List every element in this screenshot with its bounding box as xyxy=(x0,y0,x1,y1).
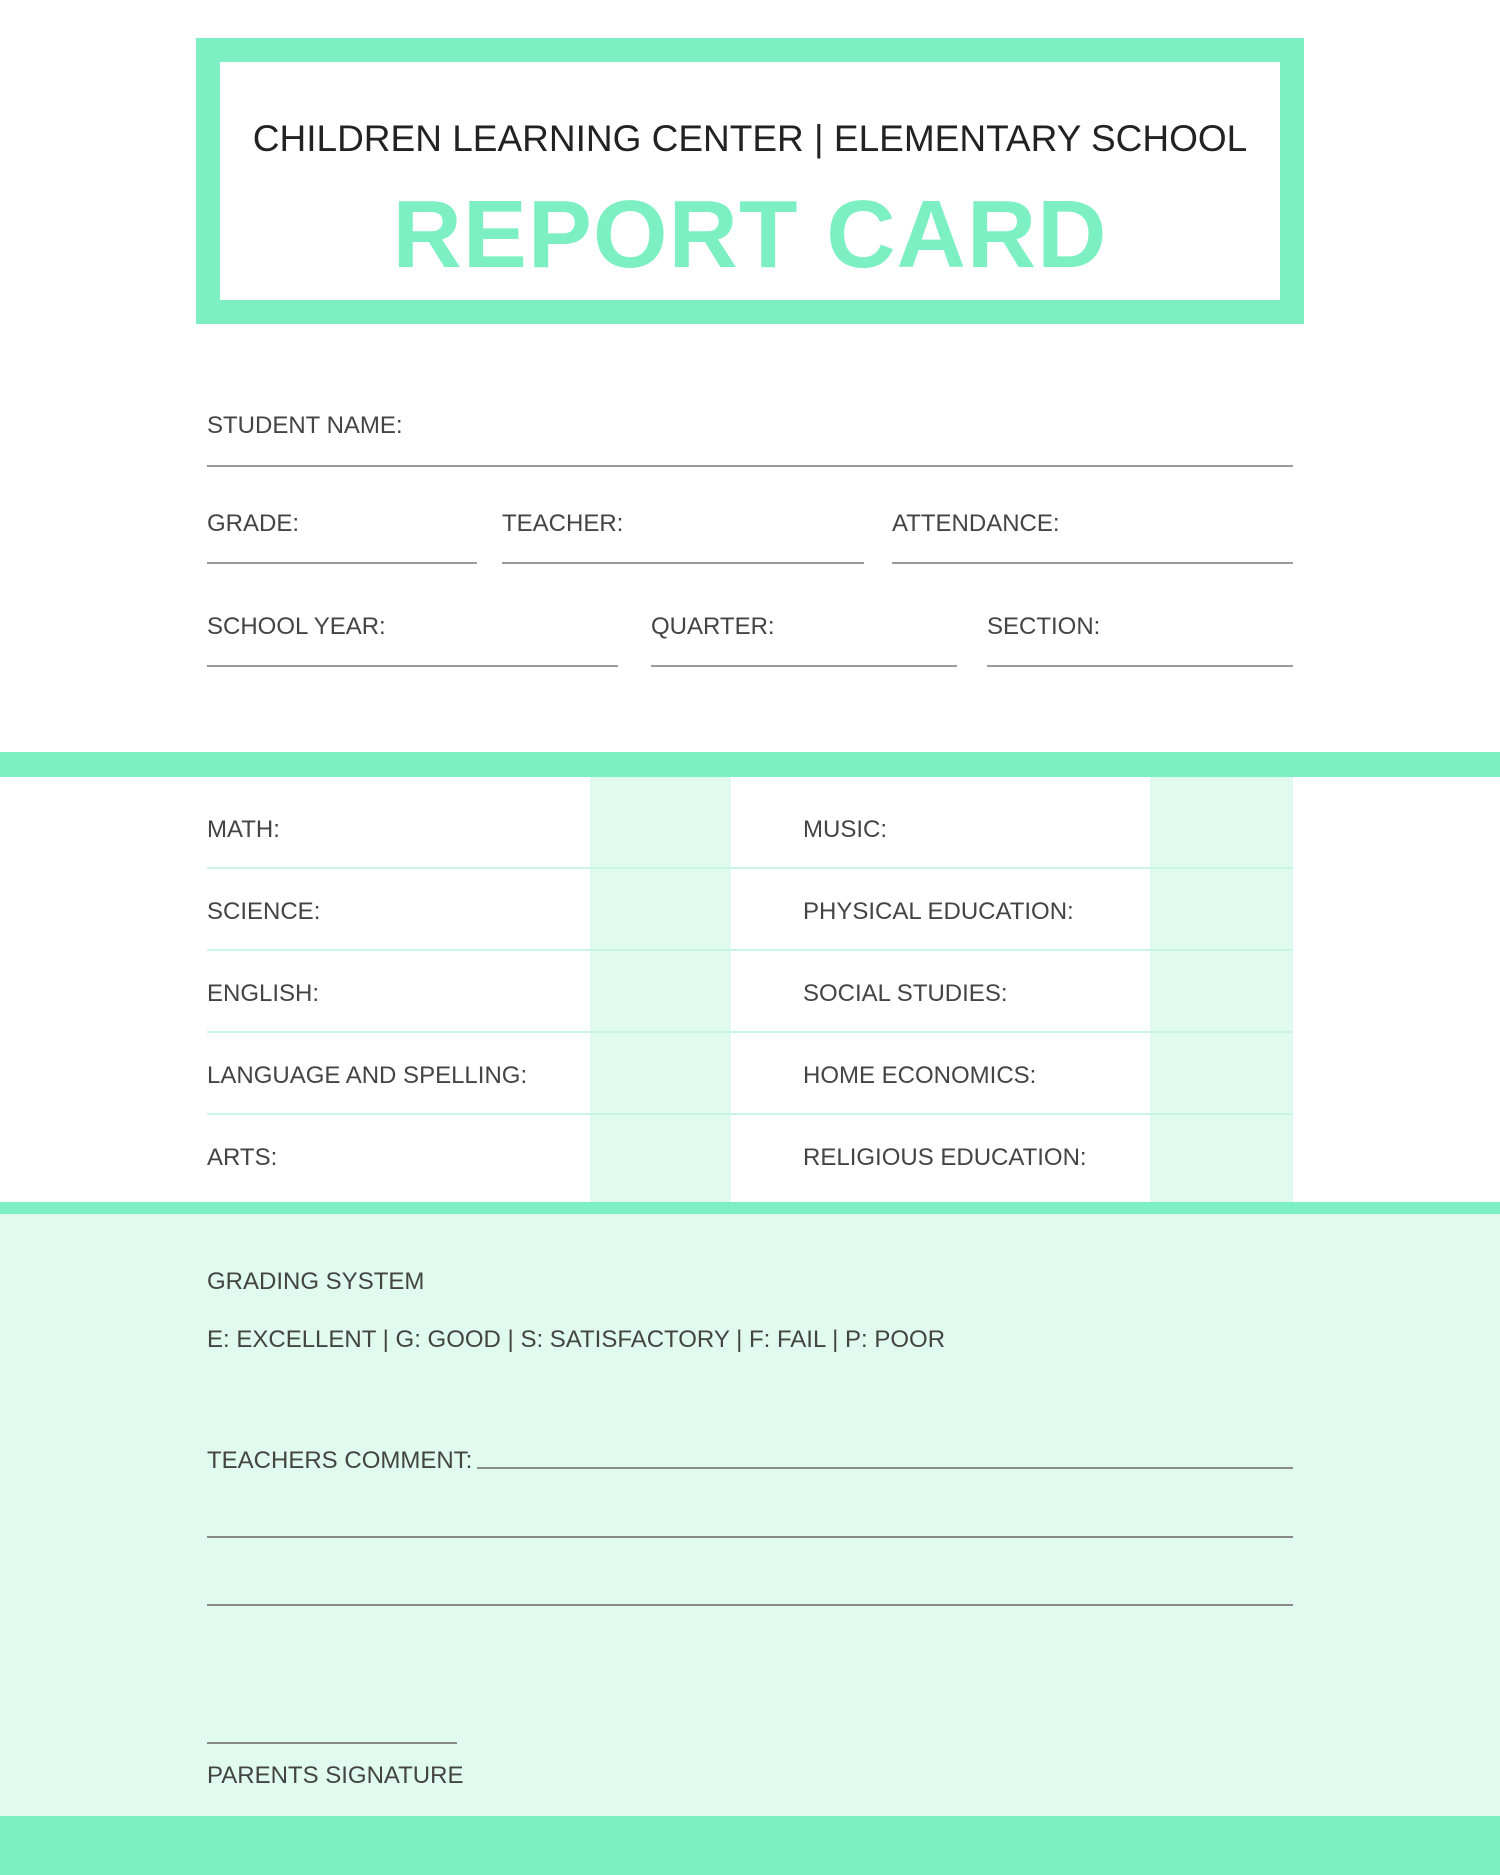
section-field[interactable] xyxy=(987,665,1293,667)
teachers-comment-line-3[interactable] xyxy=(207,1604,1293,1606)
teachers-comment-line-2[interactable] xyxy=(207,1536,1293,1538)
parents-signature-label: PARENTS SIGNATURE xyxy=(207,1762,464,1789)
grade-column-left xyxy=(590,777,731,1202)
header-frame xyxy=(196,38,1304,324)
top-accent-band xyxy=(0,752,1500,777)
subject-language-spelling-label: LANGUAGE AND SPELLING: xyxy=(207,1062,528,1089)
subject-english-label: ENGLISH: xyxy=(207,980,320,1007)
grade-label: GRADE: xyxy=(207,510,300,537)
row-divider xyxy=(207,949,1293,951)
parents-signature-line[interactable] xyxy=(207,1742,457,1744)
attendance-field[interactable] xyxy=(892,562,1293,564)
comments-section xyxy=(0,1214,1500,1816)
student-name-label: STUDENT NAME: xyxy=(207,412,403,439)
teacher-label: TEACHER: xyxy=(502,510,624,537)
subject-science-label: SCIENCE: xyxy=(207,898,321,925)
grading-system-heading: GRADING SYSTEM xyxy=(207,1268,425,1295)
subject-religious-education-label: RELIGIOUS EDUCATION: xyxy=(803,1144,1087,1171)
school-year-field[interactable] xyxy=(207,665,618,667)
subject-math-label: MATH: xyxy=(207,816,280,843)
grading-system-legend: E: EXCELLENT | G: GOOD | S: SATISFACTORY | F: FAIL | P: POOR xyxy=(207,1326,946,1353)
report-title: REPORT CARD xyxy=(392,181,1108,288)
row-divider xyxy=(207,1031,1293,1033)
grade-column-right xyxy=(1150,777,1293,1202)
middle-accent-band xyxy=(0,1202,1500,1214)
subject-music-label: MUSIC: xyxy=(803,816,887,843)
subject-arts-label: ARTS: xyxy=(207,1144,278,1171)
section-label: SECTION: xyxy=(987,613,1101,640)
attendance-label: ATTENDANCE: xyxy=(892,510,1060,537)
teacher-field[interactable] xyxy=(502,562,864,564)
grade-field[interactable] xyxy=(207,562,477,564)
school-year-label: SCHOOL YEAR: xyxy=(207,613,386,640)
row-divider xyxy=(207,867,1293,869)
teachers-comment-line-1[interactable] xyxy=(477,1467,1293,1469)
subject-physical-education-label: PHYSICAL EDUCATION: xyxy=(803,898,1074,925)
subject-home-economics-label: HOME ECONOMICS: xyxy=(803,1062,1037,1089)
quarter-label: QUARTER: xyxy=(651,613,775,640)
teachers-comment-label: TEACHERS COMMENT: xyxy=(207,1447,473,1474)
quarter-field[interactable] xyxy=(651,665,957,667)
student-name-field[interactable] xyxy=(207,465,1293,467)
school-name: CHILDREN LEARNING CENTER | ELEMENTARY SCHOOL xyxy=(252,118,1248,159)
bottom-accent-band xyxy=(0,1816,1500,1875)
row-divider xyxy=(207,1113,1293,1115)
subject-social-studies-label: SOCIAL STUDIES: xyxy=(803,980,1008,1007)
